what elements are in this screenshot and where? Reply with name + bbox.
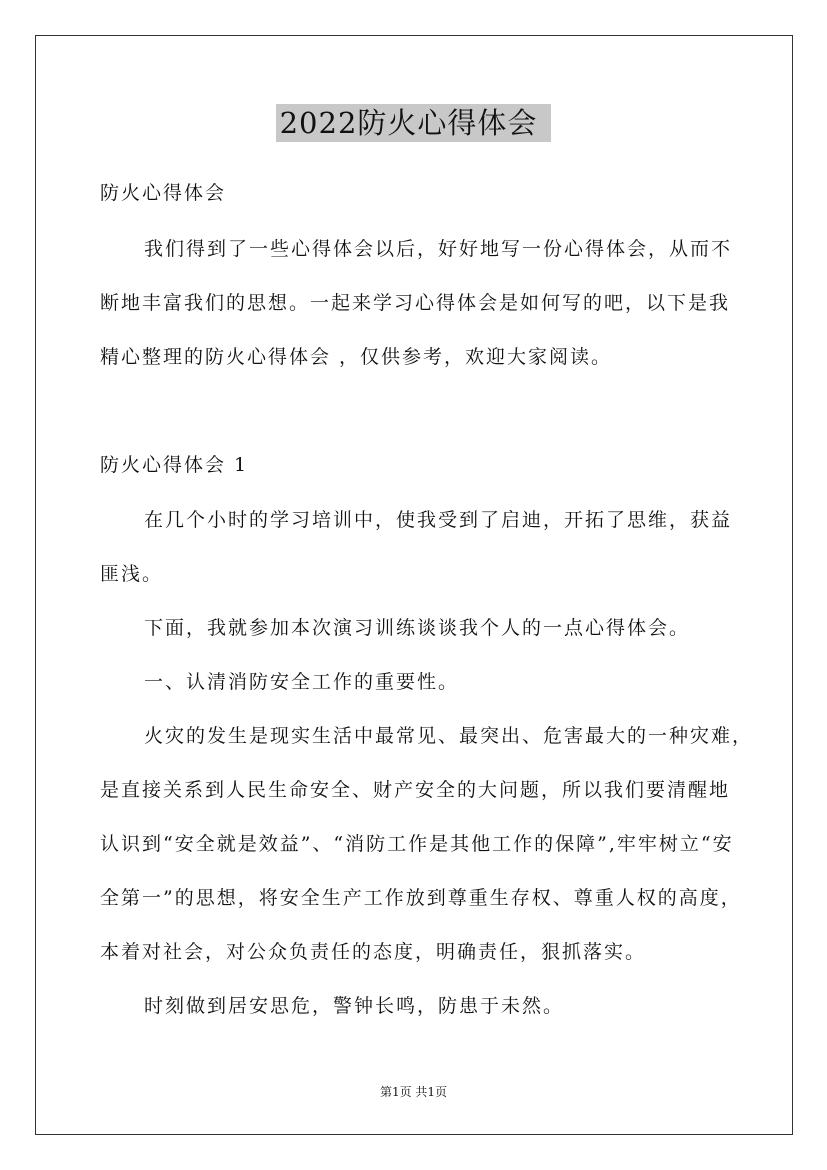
paragraph-line: 我们得到了一些心得体会以后，好好地写一份心得体会，从而不	[144, 238, 733, 260]
paragraph-line: 下面，我就参加本次演习训练谈谈我个人的一点心得体会。	[144, 617, 691, 639]
section-heading-1: 防火心得体会 1	[100, 454, 249, 476]
paragraph-line: 本着对社会，对公众负责任的态度，明确责任，狠抓落实。	[100, 941, 647, 963]
paragraph-line: 精心整理的防火心得体会 ，仅供参考，欢迎大家阅读。	[100, 346, 613, 368]
paragraph-line: 全第一”的思想，将安全生产工作放到尊重生存权、尊重人权的高度，	[100, 887, 742, 909]
page-footer: 第1页 共1页	[379, 1085, 448, 1099]
paragraph-line: 认识到“安全就是效益”、“消防工作是其他工作的保障”,牢牢树立“安	[100, 833, 734, 855]
paragraph-line: 一、认清消防安全工作的重要性。	[144, 671, 460, 693]
title-container	[0, 104, 827, 142]
paragraph-line: 匪浅。	[100, 563, 164, 585]
paragraph-line: 火灾的发生是现实生活中最常见、最突出、危害最大的一种灾难，	[144, 725, 754, 747]
section-heading-intro: 防火心得体会	[100, 182, 227, 204]
paragraph-line: 断地丰富我们的思想。一起来学习心得体会是如何写的吧，以下是我	[100, 292, 731, 314]
paragraph-line: 时刻做到居安思危，警钟长鸣，防患于未然。	[144, 995, 565, 1017]
paragraph-line: 在几个小时的学习培训中，使我受到了启迪，开拓了思维，获益	[144, 509, 733, 531]
document-title: 2022防火心得体会	[276, 104, 552, 142]
paragraph-line: 是直接关系到人民生命安全、财产安全的大问题，所以我们要清醒地	[100, 779, 731, 801]
